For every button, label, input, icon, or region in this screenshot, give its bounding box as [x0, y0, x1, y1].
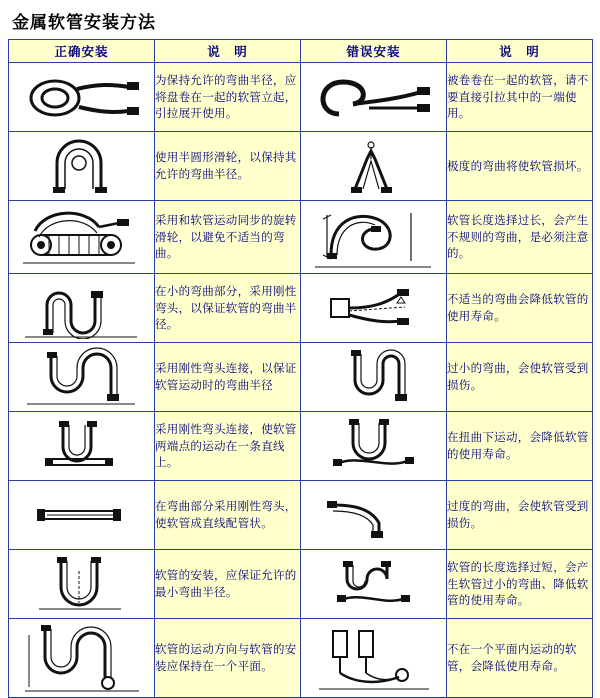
rotating-sheave-chain-icon — [9, 201, 154, 273]
correct-description: 为保持允许的弯曲半径，应将盘卷在一起的软管立起，引拉展开使用。 — [155, 63, 301, 132]
table-row — [9, 481, 593, 550]
wrong-description: 在扭曲下运动，会降低软管的使用寿命。 — [447, 412, 593, 481]
header-wrong-description: 说 明 — [447, 40, 593, 63]
correct-description: 软管的运动方向与软管的安装应保持在一个平面。 — [155, 619, 301, 698]
excessive-bend-icon — [301, 489, 446, 541]
correct-illustration-cell — [9, 132, 155, 201]
correct-description: 在小的弯曲部分，采用刚性弯头，以保证软管的弯曲半径。 — [155, 274, 301, 343]
header-wrong-install: 错误安装 — [301, 40, 447, 63]
wrong-description: 被卷卷在一起的软管，请不要直接引拉其中的一端使用。 — [447, 63, 593, 132]
correct-description: 采用刚性弯头连接，使软管两端点的运动在一条直线上。 — [155, 412, 301, 481]
header-correct-install: 正确安装 — [9, 40, 155, 63]
correct-illustration-cell — [9, 619, 155, 698]
correct-description: 软管的安装，应保证允许的最小弯曲半径。 — [155, 550, 301, 619]
semicircular-sheave-icon — [9, 137, 154, 195]
correct-illustration-cell — [9, 412, 155, 481]
correct-illustration-cell — [9, 550, 155, 619]
out-of-plane-motion-icon — [301, 619, 446, 697]
table-header-row — [9, 40, 593, 63]
wrong-description: 过小的弯曲，会使软管受到损伤。 — [447, 343, 593, 412]
wrong-description: 不在一个平面内运动的软管，会降低使用寿命。 — [447, 619, 593, 698]
coiled-hose-flat-icon — [9, 68, 154, 126]
table-row — [9, 343, 593, 412]
short-hose-bend-icon — [301, 553, 446, 615]
wrong-illustration-cell — [301, 412, 447, 481]
wrong-illustration-cell — [301, 481, 447, 550]
table-row — [9, 274, 593, 343]
wrong-illustration-cell — [301, 619, 447, 698]
torsional-bend-icon — [301, 417, 446, 475]
table-row — [9, 619, 593, 698]
straight-pipe-elbow-icon — [9, 489, 154, 541]
wrong-description: 软管长度选择过长，会产生不规则的弯曲，是必须注意的。 — [447, 201, 593, 274]
min-bend-radius-u-icon — [9, 553, 154, 615]
correct-illustration-cell — [9, 481, 155, 550]
table-row — [9, 63, 593, 132]
correct-illustration-cell — [9, 274, 155, 343]
installation-methods-table — [8, 39, 593, 698]
rigid-elbow-straight-line-icon — [9, 417, 154, 475]
wrong-description: 不适当的弯曲会降低软管的使用寿命。 — [447, 274, 593, 343]
wrong-illustration-cell — [301, 550, 447, 619]
correct-illustration-cell — [9, 343, 155, 412]
same-plane-motion-icon — [9, 619, 154, 697]
table-row — [9, 412, 593, 481]
rigid-elbow-small-bend-icon — [9, 277, 154, 339]
page-title: 金属软管安装方法 — [12, 13, 156, 33]
sharp-bend-sheave-icon — [301, 137, 446, 195]
wrong-illustration-cell — [301, 132, 447, 201]
correct-illustration-cell — [9, 201, 155, 274]
table-row — [9, 201, 593, 274]
wrong-description: 软管的长度选择过短，会产生软管过小的弯曲、降低软管的使用寿命。 — [447, 550, 593, 619]
table-row — [9, 132, 593, 201]
correct-description: 使用半圆形滑轮，以保持其允许的弯曲半径。 — [155, 132, 301, 201]
correct-description: 采用和软管运动同步的旋转滑轮，以避免不适当的弯曲。 — [155, 201, 301, 274]
rigid-elbow-u-bend-icon — [9, 346, 154, 408]
header-correct-description: 说 明 — [155, 40, 301, 63]
wrong-illustration-cell — [301, 63, 447, 132]
wrong-illustration-cell — [301, 274, 447, 343]
table-row — [9, 550, 593, 619]
wrong-description: 过度的弯曲，会使软管受到损伤。 — [447, 481, 593, 550]
improper-bend-angle-icon — [301, 277, 446, 339]
correct-illustration-cell — [9, 63, 155, 132]
wrong-description: 极度的弯曲将使软管损坏。 — [447, 132, 593, 201]
correct-description: 采用刚性弯头连接，以保证软管运动时的弯曲半径 — [155, 343, 301, 412]
table-header — [9, 40, 593, 63]
wrong-illustration-cell — [301, 343, 447, 412]
correct-description: 在弯曲部分采用刚性弯头，使软管成直线配管状。 — [155, 481, 301, 550]
too-small-bend-icon — [301, 346, 446, 408]
table-body — [9, 63, 593, 698]
overlong-hose-loop-icon — [301, 201, 446, 273]
coiled-hose-pulled-icon — [301, 68, 446, 126]
wrong-illustration-cell — [301, 201, 447, 274]
